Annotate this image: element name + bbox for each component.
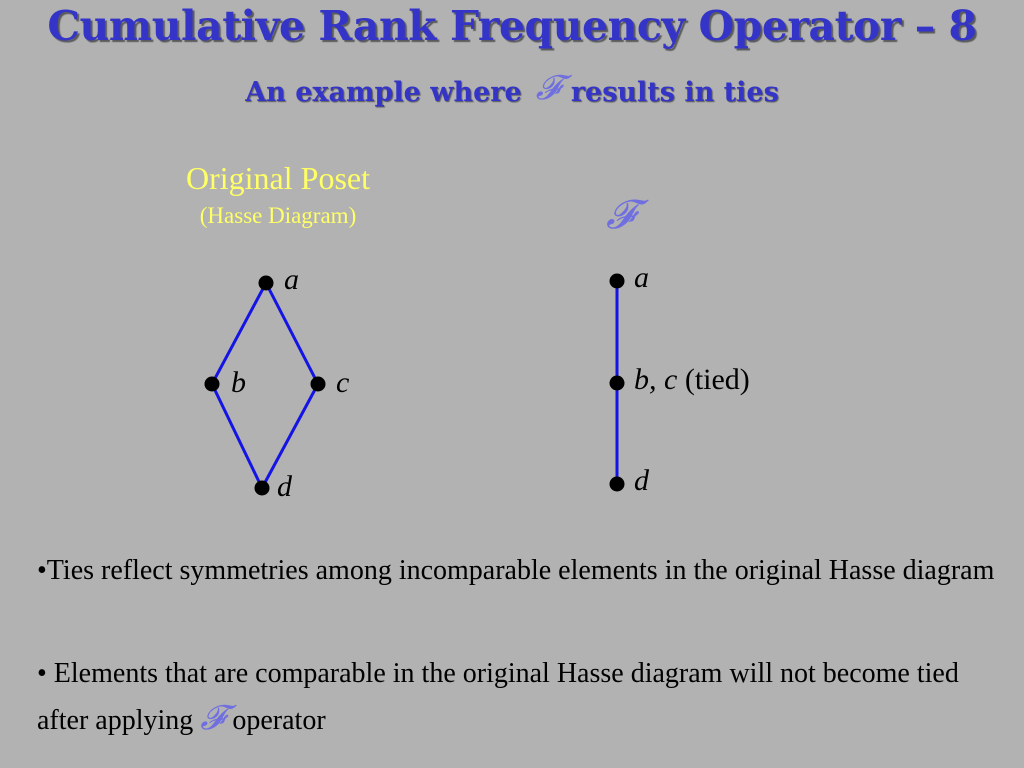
node-label-a: a <box>284 263 299 296</box>
chain-label-bc <box>634 363 750 397</box>
hasse-diagram-subheading: (Hasse Diagram) <box>199 203 357 228</box>
tied-note: (tied) <box>684 363 750 396</box>
node-b-dot <box>205 377 220 392</box>
operator-symbol: 𝓕 <box>535 68 561 108</box>
node-label-c: c <box>336 366 350 399</box>
edge-a-c <box>266 283 318 384</box>
chain-label-bc-text: b, c <box>634 363 678 396</box>
subtitle-text-post: results in ties <box>570 77 779 108</box>
operator-heading: 𝓕 <box>606 192 636 238</box>
node-label-b: b <box>231 366 246 399</box>
node-a-dot <box>259 276 274 291</box>
node-d-dot-right <box>610 477 625 492</box>
node-d-dot <box>255 481 270 496</box>
node-c-dot <box>311 377 326 392</box>
bullet-comparable-elements <box>37 652 1007 743</box>
slide-title: Cumulative Rank Frequency Operator – 8 <box>47 2 977 50</box>
chain-label-a: a <box>634 261 649 294</box>
operator-symbol-inline: 𝓕 <box>200 698 226 738</box>
bullet-ties-symmetries: •Ties reflect symmetries among incomparable elements in the original Hasse diagram <box>37 555 995 586</box>
original-poset-heading: Original Poset <box>186 160 370 196</box>
node-label-d: d <box>277 470 292 503</box>
subtitle-text-pre: An example where <box>245 77 522 108</box>
node-a-dot-right <box>610 274 625 289</box>
chain-label-d: d <box>634 464 649 497</box>
bullet-2-text-post: operator <box>232 705 326 736</box>
bullet-2-text-pre: • Elements that are comparable in the original Hasse diagram will not become tied after applying <box>37 658 959 736</box>
node-bc-dot-right <box>610 376 625 391</box>
